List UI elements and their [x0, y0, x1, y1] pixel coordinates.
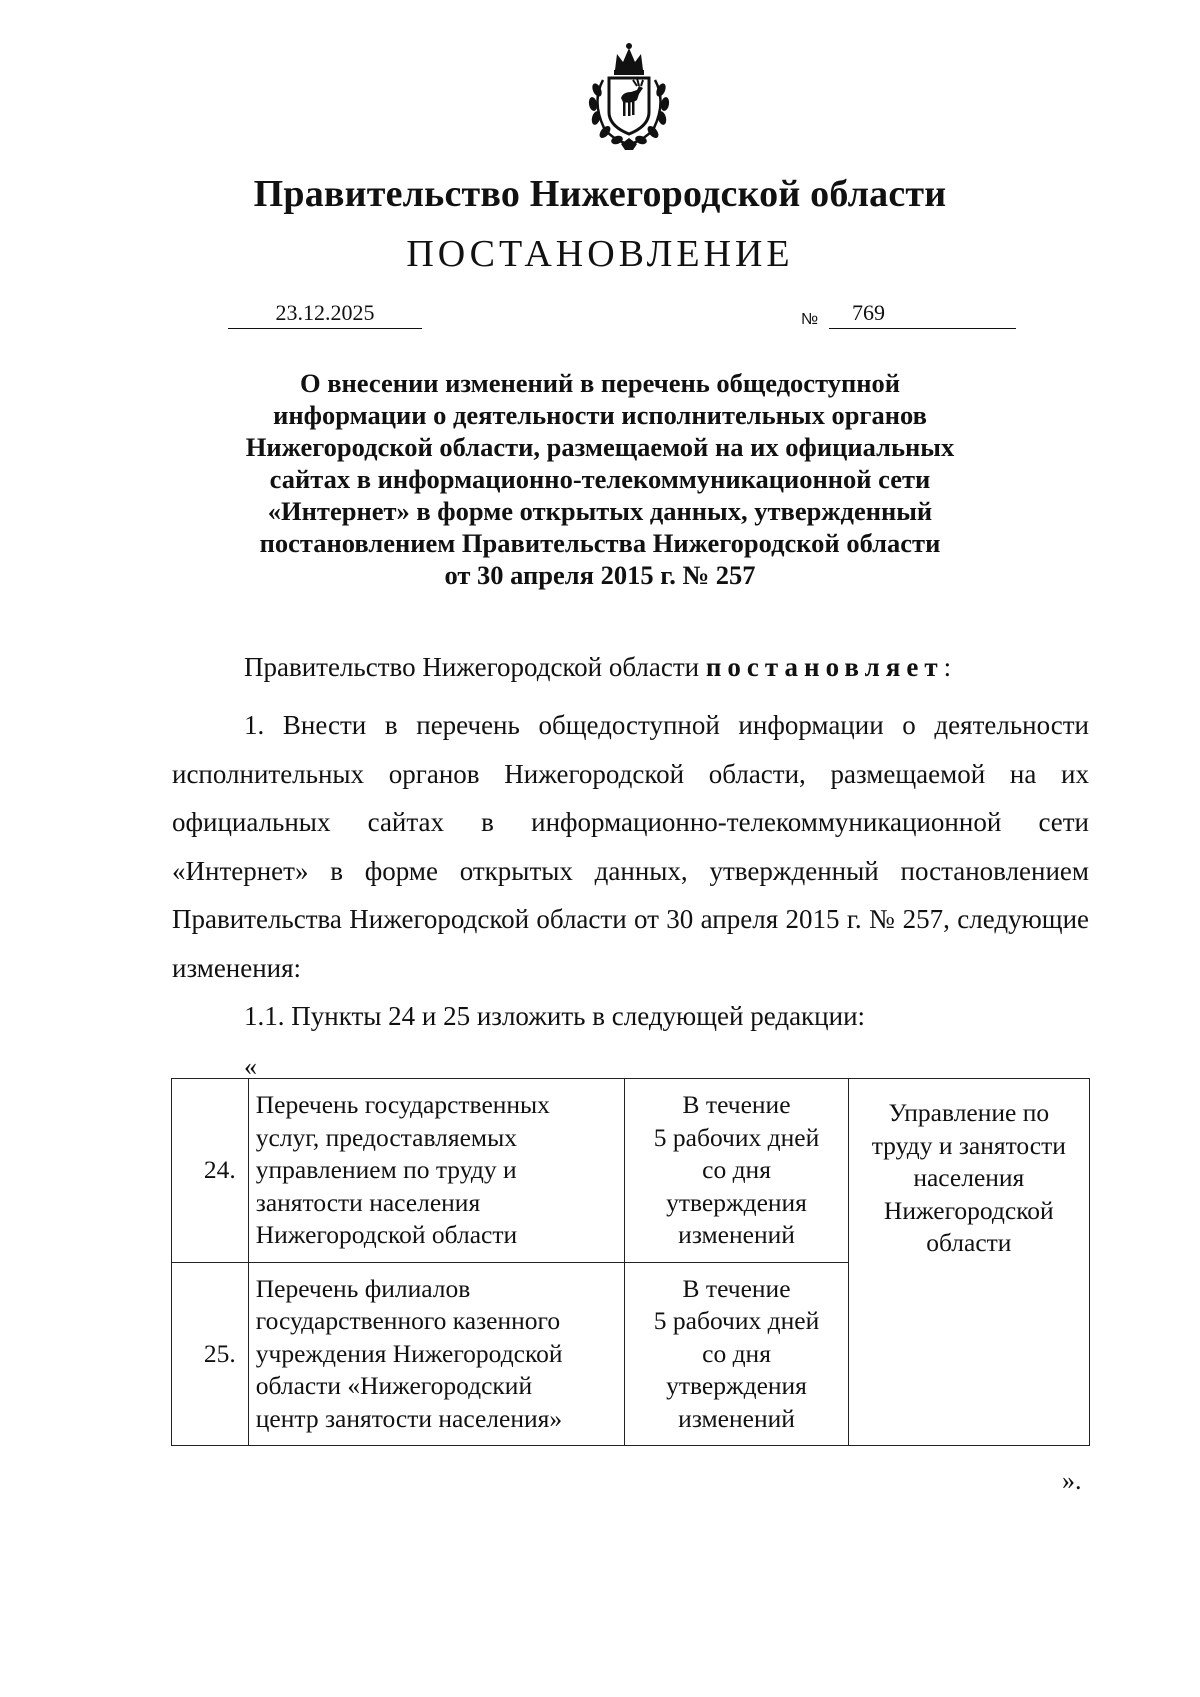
- amendments-table: [171, 1078, 1090, 1446]
- coat-of-arms-emblem: [573, 40, 685, 152]
- document-number: 769: [852, 300, 885, 325]
- document-date: 23.12.2025: [228, 300, 422, 329]
- paragraph-1: 1. Внести в перечень общедоступной информации о деятельности исполнительных органов Нижегородской области, размещаемой на их официальных сайтах в информационно-телекоммуникационной сети «Интернет» в форме открытых данных, утвержденный постановлением Правительства Нижегородской области от 30 апреля 2015 г. № 257, следующие изменения:: [172, 710, 1089, 983]
- document-type: ПОСТАНОВЛЕНИЕ: [406, 233, 794, 275]
- document-number-field: [829, 300, 1016, 329]
- government-title: Правительство Нижегородской области: [253, 173, 947, 215]
- row-name: Перечень государственных услуг, предоставляемых управлением по труду и занятости населения Нижегородской области: [248, 1079, 625, 1263]
- preamble-decree-word: постановляет: [705, 652, 944, 682]
- row-term: В течение 5 рабочих дней со дня утверждения изменений: [625, 1262, 848, 1446]
- preamble: [244, 652, 1089, 683]
- row-number: 25.: [172, 1262, 249, 1446]
- paragraph-1-1: 1.1. Пункты 24 и 25 изложить в следующей редакции:: [244, 1001, 866, 1031]
- number-label: №: [801, 311, 819, 328]
- document-subject: О внесении изменений в перечень общедоступной информации о деятельности исполнительных органов Нижегородской области, размещаемой на их официальных сайтах в информационно-телекоммуникационной сети «Интернет» в форме открытых данных, утвержденный постановлением Правительства Нижегородской области от 30 апреля 2015 г. № 257: [245, 368, 955, 590]
- quote-open-mark: «: [244, 1052, 257, 1081]
- row-name: Перечень филиалов государственного казенного учреждения Нижегородской области «Нижегородский центр занятости населения»: [248, 1262, 625, 1446]
- preamble-text: Правительство Нижегородской области: [244, 652, 700, 682]
- quote-close-mark: ».: [1062, 1466, 1082, 1495]
- responsible-body: Управление по труду и занятости населения Нижегородской области: [848, 1079, 1089, 1446]
- row-number: 24.: [172, 1079, 249, 1263]
- row-term: В течение 5 рабочих дней со дня утверждения изменений: [625, 1079, 848, 1263]
- table-row: [172, 1079, 1090, 1263]
- preamble-colon: :: [943, 652, 952, 682]
